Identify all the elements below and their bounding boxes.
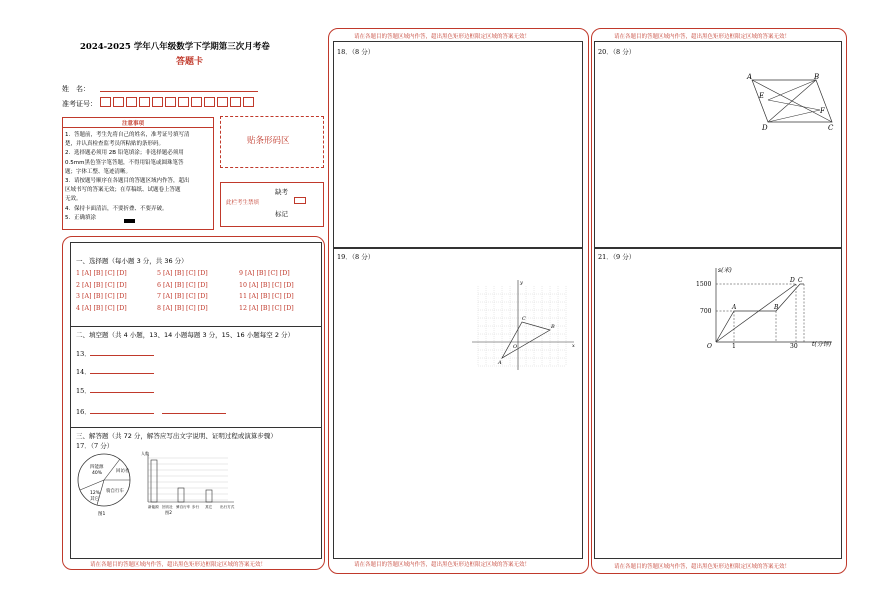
choice-item[interactable]: 12 [A] [B] [C] [D] — [239, 304, 294, 312]
choice-item[interactable]: 6 [A] [B] [C] [D] — [157, 281, 208, 289]
q17-label: 17．（7 分） — [76, 442, 114, 450]
q21-label-c: C — [798, 277, 803, 284]
bar-xlabel: 出行方式 — [220, 505, 235, 509]
q17-pie-chart — [72, 448, 140, 518]
notes-item: 1．答题前，考生先将自己的姓名，准考证号填写清 — [65, 132, 190, 138]
pie-label-3: 骑自行车 — [106, 489, 124, 494]
choice-item[interactable]: 4 [A] [B] [C] [D] — [76, 304, 127, 312]
page-title: 2024-2025 学年八年级数学下学期第三次月考卷 — [80, 42, 270, 52]
barcode-label: 贴条形码区 — [247, 136, 290, 146]
q18-label: 18．（8 分） — [337, 48, 375, 56]
notice-right-top: 请在各题目的答题区域内作答，超出黑色矩形边框限定区域的答案无效！ — [614, 34, 791, 40]
pie-label-2: 回访社 — [116, 469, 130, 474]
notes-item: 区域书写的答案无效；在草稿纸、试题卷上答题 — [65, 187, 181, 194]
notes-divider — [62, 127, 213, 128]
q13-blank[interactable] — [90, 355, 154, 356]
name-label: 姓 名： — [62, 85, 90, 93]
q16-blank-1[interactable] — [90, 413, 154, 414]
q18-box[interactable] — [333, 41, 583, 249]
choice-item[interactable]: 9 [A] [B] [C] [D] — [239, 270, 290, 277]
q15-blank[interactable] — [90, 392, 154, 393]
q21-label-a: A — [732, 304, 737, 311]
q13-label: 13． — [76, 350, 91, 358]
choice-item[interactable]: 5 [A] [B] [C] [D] — [157, 270, 208, 277]
bar-caption: 图2 — [165, 510, 172, 515]
choice-item[interactable]: 3 [A] [B] [C] [D] — [76, 293, 127, 300]
notes-item: 3．请按题号顺序在各题目的答题区域内作答，超出 — [65, 178, 190, 184]
notice-left-bottom: 请在各题目的答题区域内作答，超出黑色矩形边框限定区域的答案无效！ — [90, 562, 267, 568]
absent-mark-label: 缺考 — [275, 188, 288, 196]
q21-x30: 30 — [790, 343, 798, 350]
q20-label-e: E — [759, 92, 765, 100]
notes-item: 题；字体工整、笔迹清晰。 — [65, 168, 132, 175]
bar-4 — [206, 490, 212, 502]
notes-item: 无效。 — [65, 196, 82, 203]
bar-cat-3: 步行 — [192, 505, 200, 509]
notes-item: 楚，并认真检查监考员所粘贴的条形码。 — [65, 141, 165, 148]
q19-label-x: x — [572, 343, 575, 349]
q21-ylabel: s(米) — [718, 267, 732, 274]
bar-0 — [151, 460, 157, 502]
notice-middle-top: 请在各题目的答题区域内作答，超出黑色矩形边框限定区域的答案无效！ — [354, 34, 531, 40]
part3-title: 三、解答题（共 72 分，解答应写出文字说明、证明过程或演算步骤） — [76, 432, 277, 440]
q21-y700: 700 — [700, 308, 712, 315]
part2-title: 二、填空题（共 4 小题，13、14 小题每题 3 分，15、16 小题每空 2 分） — [76, 331, 295, 339]
q15-label: 15． — [76, 387, 91, 395]
q20-label-c: C — [828, 124, 834, 132]
notes-item: 0.5mm黑色签字笔答题，不得用铅笔或圆珠笔答 — [65, 159, 184, 166]
name-field[interactable] — [100, 91, 258, 92]
q16-blank-2[interactable] — [162, 413, 226, 414]
id-digit-boxes[interactable] — [100, 97, 256, 107]
part3-divider — [70, 427, 321, 428]
pie-caption: 图1 — [98, 512, 106, 517]
choice-item[interactable]: 2 [A] [B] [C] [D] — [76, 281, 127, 289]
answer-card-subtitle: 答题卡 — [176, 57, 204, 67]
q14-label: 14． — [76, 368, 91, 376]
notes-item: 2．选择题必须用 2B 铅笔填涂；非选择题必须用 — [65, 150, 184, 157]
q21-origin: O — [707, 343, 712, 350]
choice-item[interactable]: 7 [A] [B] [C] [D] — [157, 293, 208, 300]
bar-cat-1: 回访社 — [162, 505, 173, 509]
q21-y1500: 1500 — [696, 281, 712, 288]
q19-coordinate-figure — [470, 278, 580, 373]
notes-title: 注意事项 — [122, 121, 145, 127]
choice-item[interactable]: 1 [A] [B] [C] [D] — [76, 270, 127, 277]
q19-label-y: y — [520, 280, 523, 286]
q14-blank[interactable] — [90, 373, 154, 374]
q20-parallelogram-figure — [740, 70, 840, 132]
pie-label-0: 四能源 — [90, 465, 104, 470]
bar-cat-2: 骑自行车 — [176, 505, 191, 509]
q20-label-d: D — [762, 124, 768, 132]
notice-middle-bottom: 请在各题目的答题区域内作答，超出黑色矩形边框限定区域的答案无效！ — [354, 562, 531, 568]
notes-item: 5．正确填涂 — [65, 214, 96, 221]
pie-label-5: 其它 — [90, 497, 99, 502]
absent-mark-label-2: 标记 — [275, 210, 288, 218]
q21-distance-time-graph — [692, 262, 842, 352]
q21-label-b: B — [774, 304, 779, 311]
part1-title: 一、选择题（每小题 3 分，共 36 分） — [76, 257, 188, 265]
pie-label-1: 40% — [92, 471, 103, 476]
id-label: 准考证号： — [62, 100, 97, 108]
pie-label-4: 12% — [90, 491, 101, 496]
choice-item[interactable]: 10 [A] [B] [C] [D] — [239, 281, 294, 289]
notes-item: 4．保持卡面清洁，不要折叠、不要弄破。 — [65, 205, 168, 212]
absent-checkbox[interactable] — [294, 197, 306, 204]
q21-label: 21．（9 分） — [598, 253, 636, 261]
choice-item[interactable]: 8 [A] [B] [C] [D] — [157, 304, 208, 312]
choice-item[interactable]: 11 [A] [B] [C] [D] — [239, 293, 294, 300]
q19-label-a: A — [498, 360, 502, 366]
q21-x1: 1 — [732, 343, 736, 350]
q19-label-o: O — [513, 344, 518, 350]
absent-forbidden-label: 此栏考生禁填 — [226, 200, 260, 206]
part2-divider — [70, 326, 321, 327]
q19-label-c: C — [522, 316, 526, 322]
q20-label: 20．（8 分） — [598, 48, 636, 56]
q19-label: 19．（8 分） — [337, 253, 375, 261]
q20-label-a: A — [747, 73, 753, 81]
filled-mark-sample — [124, 219, 135, 223]
q20-label-f: F — [820, 107, 825, 115]
q19-label-b: B — [551, 324, 555, 330]
q20-label-b: B — [814, 73, 820, 81]
q17-bar-chart — [138, 450, 248, 520]
q16-label: 16． — [76, 408, 91, 416]
q21-label-d: D — [790, 277, 795, 284]
q21-xlabel: t(分钟) — [812, 341, 832, 348]
bar-cat-0: 新能源 — [148, 505, 159, 509]
notice-right-bottom: 请在各题目的答题区域内作答，超出黑色矩形边框限定区域的答案无效！ — [614, 564, 791, 570]
bar-ylabel: 人数 — [141, 451, 149, 456]
bar-cat-4: 其它 — [205, 505, 213, 509]
